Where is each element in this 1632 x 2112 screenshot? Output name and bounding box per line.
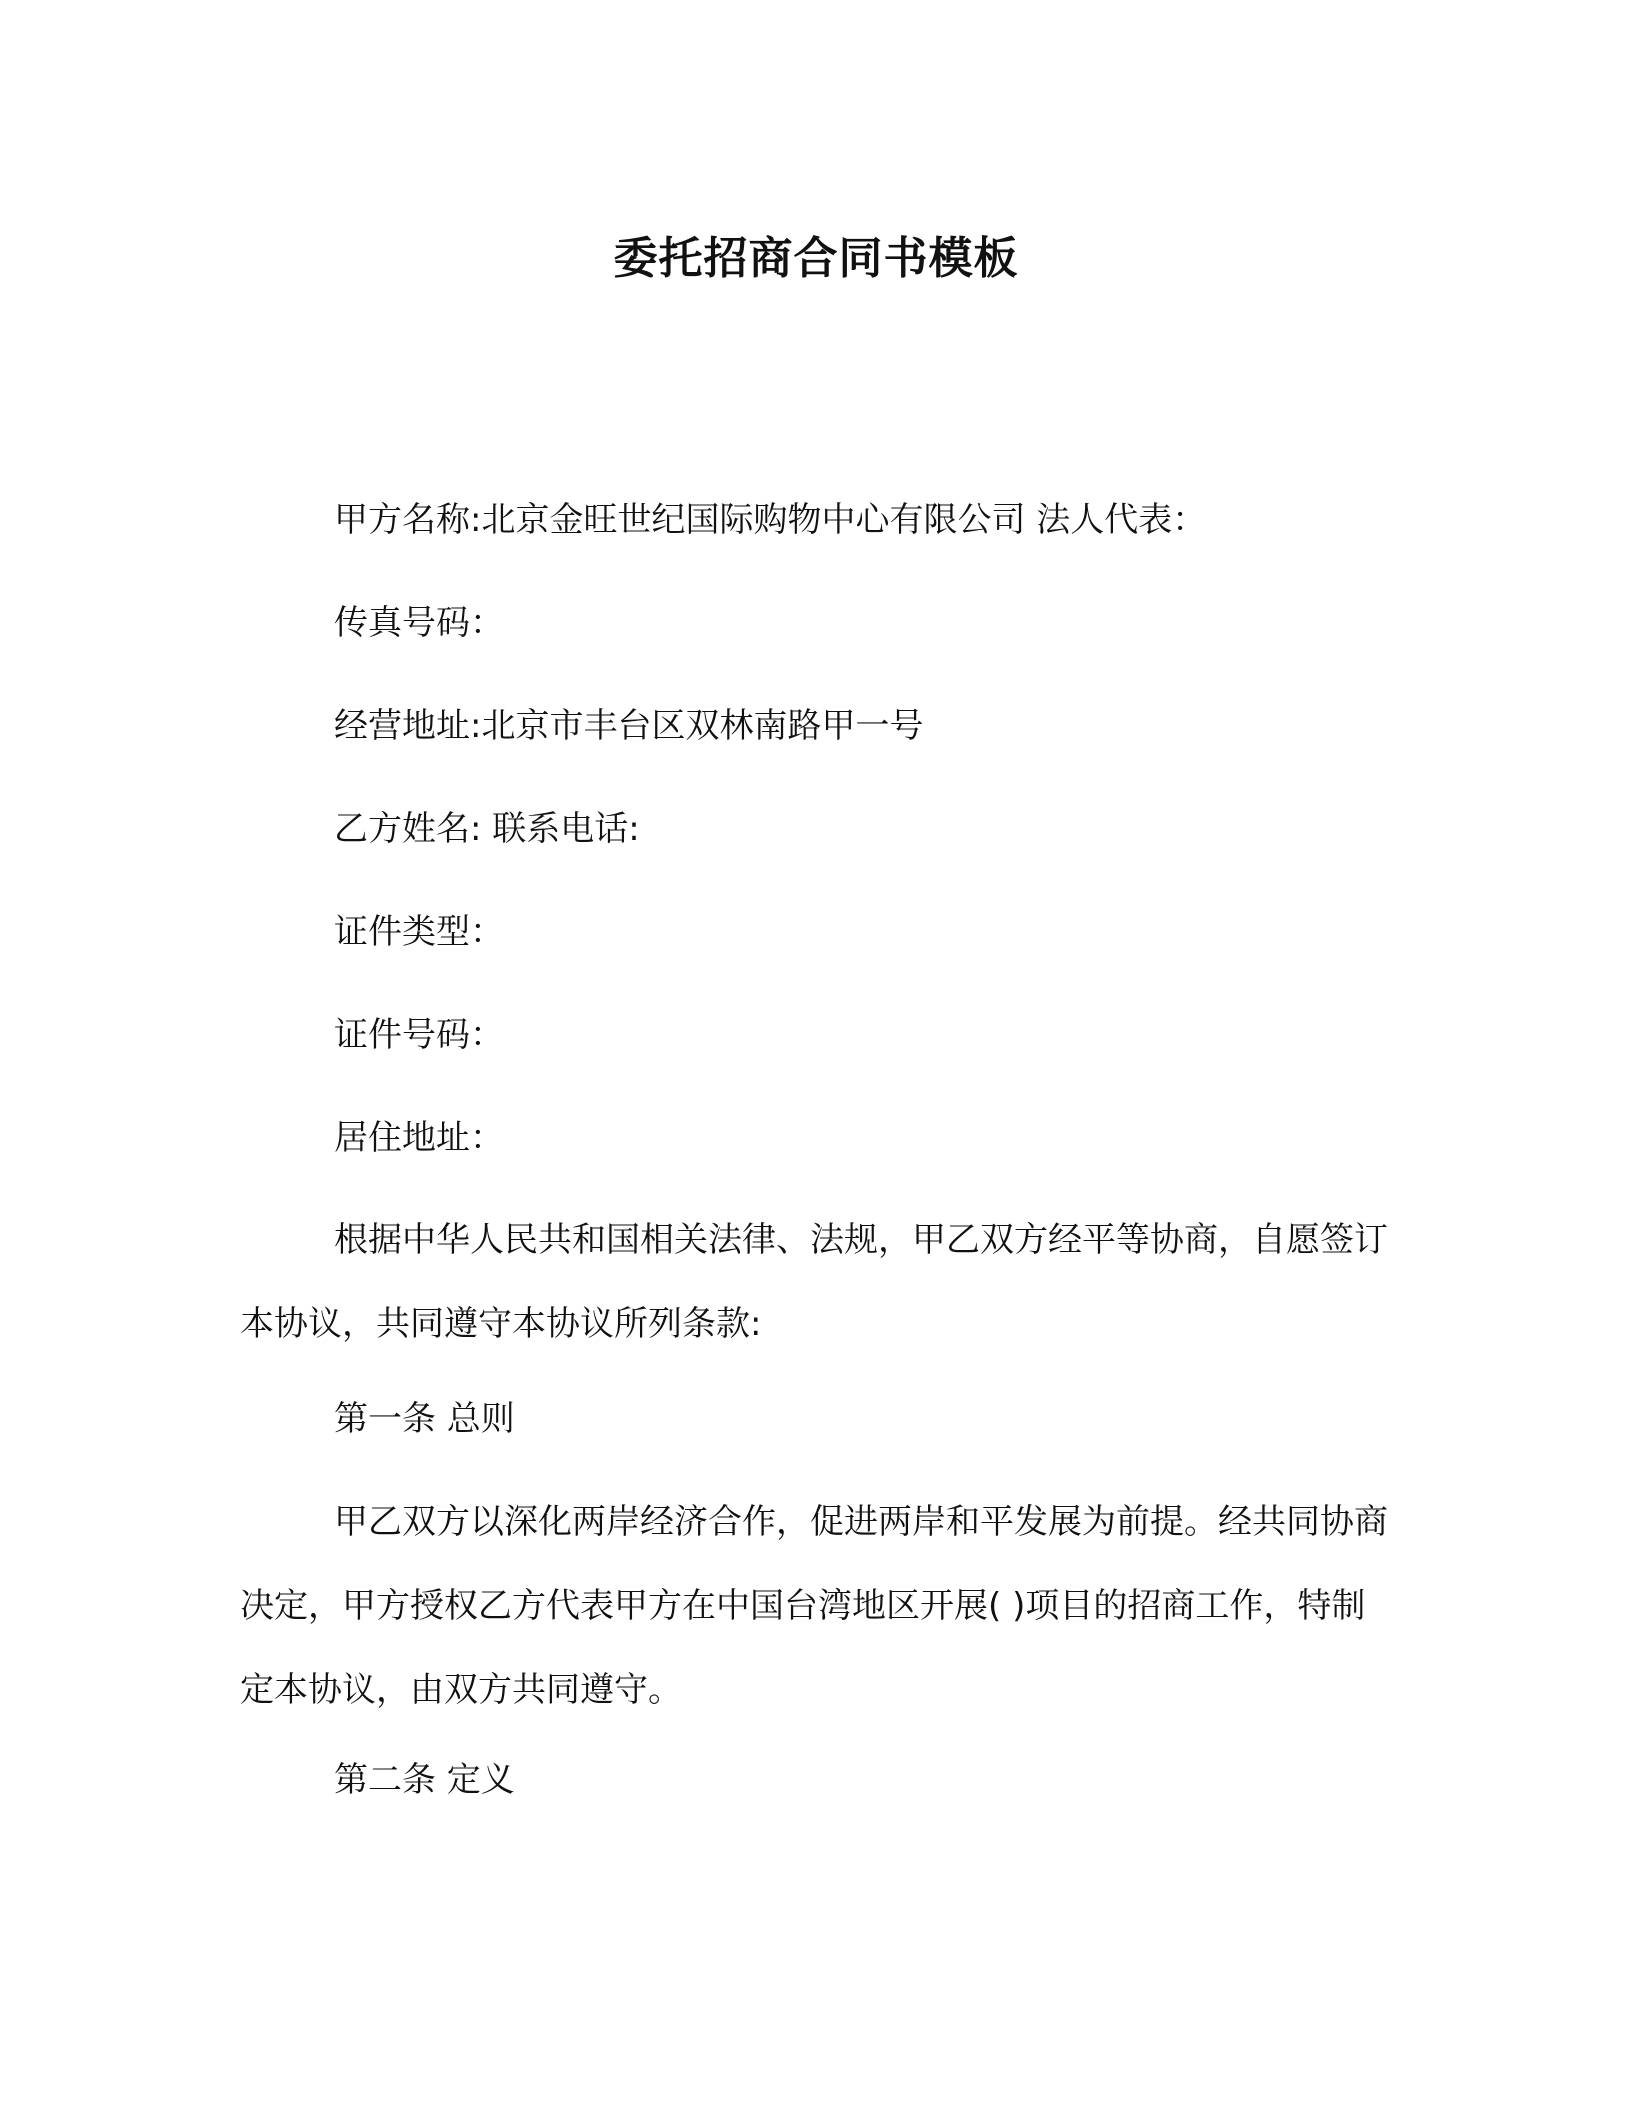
residential-address-field: 居住地址：: [334, 1118, 504, 1158]
document-title: 委托招商合同书模板: [613, 233, 1019, 284]
id-type-field: 证件类型：: [334, 912, 504, 952]
party-a-name-field: 甲方名称:北京金旺世纪国际购物中心有限公司 法人代表：: [334, 500, 1207, 540]
article-1-body: 甲乙双方以深化两岸经济合作，促进两岸和平发展为前提。经共同协商决定，甲方授权乙方代表甲方在中国台湾地区开展( )项目的招商工作，特制定本协议，由双方共同遵守。: [240, 1502, 1388, 1710]
article-1-heading: 第一条 总则: [334, 1399, 515, 1439]
preamble-paragraph: 根据中华人民共和国相关法律、法规，甲乙双方经平等协商，自愿签订本协议，共同遵守本协议所列条款:: [240, 1220, 1388, 1344]
business-address-field: 经营地址:北京市丰台区双林南路甲一号: [334, 706, 924, 746]
id-number-field: 证件号码：: [334, 1015, 504, 1055]
article-2-heading: 第二条 定义: [334, 1760, 515, 1800]
party-b-name-field: 乙方姓名: 联系电话:: [334, 809, 640, 849]
fax-number-field: 传真号码：: [334, 603, 504, 643]
